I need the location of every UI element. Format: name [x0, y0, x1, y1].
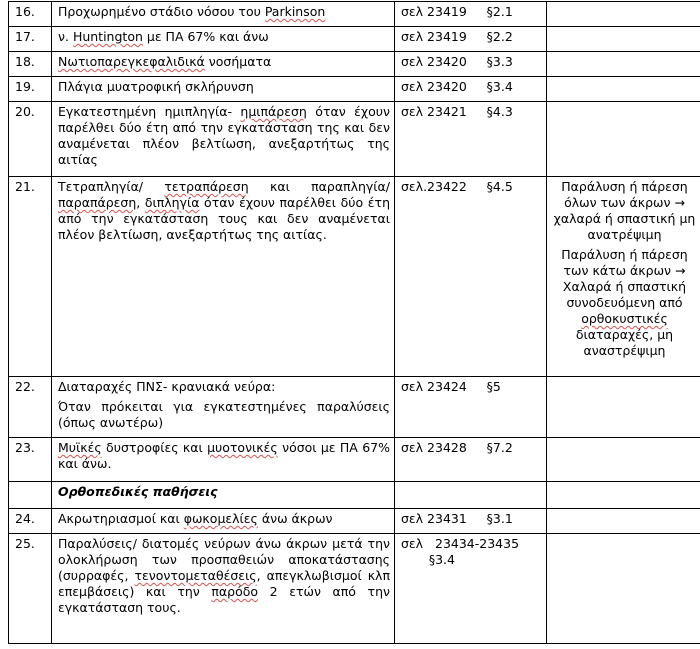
- spelling-flag: Μυϊκές: [58, 440, 102, 455]
- row-reference: σελ 23428 §7.2: [395, 438, 547, 482]
- table-row: [9, 77, 700, 102]
- spelling-flag: παρόδο: [211, 584, 259, 599]
- row-reference: σελ 23419 §2.2: [395, 27, 547, 52]
- row-note: [547, 52, 700, 77]
- spelling-flag: τενοντομεταθέσεις: [134, 568, 257, 583]
- row-number: 18.: [9, 52, 52, 77]
- table-row: [9, 177, 700, 377]
- table-row: [9, 438, 700, 482]
- conditions-table: [8, 1, 700, 644]
- row-reference: σελ 23421 §4.3: [395, 102, 547, 177]
- spelling-flag: Parkinson: [264, 4, 326, 19]
- row-description: Εγκατεστημένη ημιπληγία- ημιπάρεση όταν έχουν παρέλθει δύο έτη από την εγκατάσταση της και δεν αναμένεται πλέον βελτίωση, ανεξαρτήτως της αιτίας: [52, 102, 395, 177]
- row-note: [547, 102, 700, 177]
- row-number: 25.: [9, 534, 52, 644]
- row-reference: σελ.23422 §4.5: [395, 177, 547, 377]
- row-description: Παραλύσεις/ διατομές νεύρων άνω άκρων μετά την ολοκλήρωση των προσπαθειών αποκατάστασης (συρραφές, τενοντομεταθέσεις, απεγκλωβισμοί κλπ επεμβάσεις) και την παρόδο 2 ετών από την εγκατάσταση τους.: [52, 534, 395, 644]
- spelling-flag: μυοτονικές: [207, 440, 278, 455]
- row-number: 17.: [9, 27, 52, 52]
- row-description: Τετραπληγία/ τετραπάρεση και παραπληγία/ παραπάρεση, διπληγία όταν έχουν παρέλθει δύο έτη από την εγκατάσταση τους και δεν αναμένεται πλέον βελτίωση, ανεξαρτήτως της αιτίας.: [52, 177, 395, 377]
- note-lower-limbs: Παράλυση ή πάρεση των κάτω άκρων → Χαλαρά ή σπαστική συνοδευόμενη από ορθοκυστικές διαταραχές, μη αναστρέψιμη: [561, 247, 688, 358]
- row-note: [547, 509, 700, 534]
- spelling-flag: Huntington: [72, 29, 143, 44]
- table-row: [9, 52, 700, 77]
- spelling-flag: ημιπάρεση: [240, 104, 307, 119]
- table-row: [9, 509, 700, 534]
- row-number: 16.: [9, 2, 52, 27]
- row-reference: σελ 23424 §5: [395, 377, 547, 438]
- row-reference: [395, 482, 547, 509]
- row-description: Νωτιοπαρεγκεφαλιδικά νοσήματα: [52, 52, 395, 77]
- row-number: 19.: [9, 77, 52, 102]
- table-row: [9, 377, 700, 438]
- row-number: 22.: [9, 377, 52, 438]
- table-row: [9, 27, 700, 52]
- row-number: [9, 482, 52, 509]
- table-row: [9, 534, 700, 644]
- row-reference: σελ 23420 §3.4: [395, 77, 547, 102]
- spelling-flag: διπληγία: [144, 195, 200, 210]
- row-reference: σελ 23431 §3.1: [395, 509, 547, 534]
- row-note: [547, 2, 700, 27]
- row-description: Πλάγια μυατροφική σκλήρυνση: [52, 77, 395, 102]
- row-note: [547, 177, 700, 377]
- row-note: [547, 77, 700, 102]
- table-row: [9, 2, 700, 27]
- row-description: Προχωρημένο στάδιο νόσου του Parkinson: [52, 2, 395, 27]
- spelling-flag: ορθοκυστικές: [581, 311, 668, 326]
- section-heading: Ορθοπεδικές παθήσεις: [52, 482, 395, 509]
- row-description: Ακρωτηριασμοί και φωκομελίες άνω άκρων: [52, 509, 395, 534]
- row-reference: σελ 23434-23435 §3.4: [395, 534, 547, 644]
- row-reference: σελ 23420 §3.3: [395, 52, 547, 77]
- section-row: [9, 482, 700, 509]
- row-number: 21.: [9, 177, 52, 377]
- row-number: 20.: [9, 102, 52, 177]
- row-note: [547, 482, 700, 509]
- table-row: [9, 102, 700, 177]
- row-note: [547, 377, 700, 438]
- row-description: Διαταραχές ΠΝΣ- κρανιακά νεύρα: Όταν πρόκειται για εγκατεστημένες παραλύσεις (όπως ανωτέρω): [52, 377, 395, 438]
- spelling-flag: φωκομελίες: [183, 511, 258, 526]
- note-all-limbs: Παράλυση ή πάρεση όλων των άκρων → χαλαρά ή σπαστική μη ανατρέψιμη: [553, 179, 696, 242]
- row-note: [547, 27, 700, 52]
- row-note: [547, 534, 700, 644]
- spelling-flag: Νωτιοπαρεγκεφαλιδικά: [58, 54, 205, 69]
- row-description: Μυϊκές δυστροφίες και μυοτονικές νόσοι με ΠΑ 67% και άνω.: [52, 438, 395, 482]
- spelling-flag: παραπάρεση: [58, 195, 137, 210]
- row-note: [547, 438, 700, 482]
- row-number: 23.: [9, 438, 52, 482]
- spelling-flag: τετραπάρεση: [164, 179, 249, 194]
- row-number: 24.: [9, 509, 52, 534]
- row-description: ν. Huntington με ΠΑ 67% και άνω: [52, 27, 395, 52]
- row-reference: σελ 23419 §2.1: [395, 2, 547, 27]
